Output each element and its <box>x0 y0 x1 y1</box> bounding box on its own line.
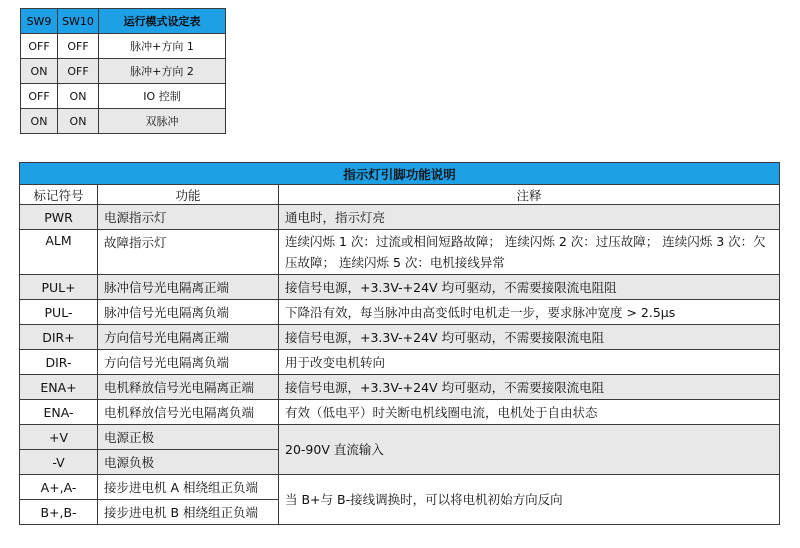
pin-note: 通电时，指示灯亮 <box>279 205 780 230</box>
pin-note: 接信号电源，+3.3V-+24V 均可驱动，不需要接限流电阻阻 <box>279 275 780 300</box>
pin-function: 接步进电机 B 相绕组正负端 <box>98 500 279 525</box>
pin-row-alm <box>20 230 780 275</box>
pin-table-title-row <box>20 163 780 185</box>
pin-table-title: 指示灯引脚功能说明 <box>20 163 780 185</box>
mode-cell: OFF <box>58 34 99 59</box>
pin-note: 下降沿有效，每当脉冲由高变低时电机走一步，要求脉冲宽度 > 2.5μs <box>279 300 780 325</box>
pin-symbol: DIR+ <box>20 325 98 350</box>
mode-cell: OFF <box>21 34 58 59</box>
header-mode: 运行模式设定表 <box>99 9 226 34</box>
pin-function-table <box>19 162 780 525</box>
pin-function: 故障指示灯 <box>98 230 279 275</box>
run-mode-table <box>20 8 226 134</box>
mode-cell: ON <box>58 109 99 134</box>
pin-function: 电源正极 <box>98 425 279 450</box>
mode-cell: IO 控制 <box>99 84 226 109</box>
pin-row-pul-minus <box>20 300 780 325</box>
pin-symbol: B+,B- <box>20 500 98 525</box>
pin-note: 20-90V 直流输入 <box>279 425 780 475</box>
mode-table-header <box>21 9 226 34</box>
pin-symbol: -V <box>20 450 98 475</box>
mode-cell: 脉冲+方向 2 <box>99 59 226 84</box>
pin-note: 有效（低电平）时关断电机线圈电流，电机处于自由状态 <box>279 400 780 425</box>
pin-row-dir-minus <box>20 350 780 375</box>
pin-function: 电源负极 <box>98 450 279 475</box>
pin-row-dir-plus <box>20 325 780 350</box>
pin-table-header <box>20 185 780 205</box>
pin-row-pwr <box>20 205 780 230</box>
header-symbol: 标记符号 <box>20 185 98 205</box>
pin-row-a <box>20 475 780 500</box>
pin-symbol: DIR- <box>20 350 98 375</box>
pin-symbol: ENA+ <box>20 375 98 400</box>
pin-row-ena-minus <box>20 400 780 425</box>
header-function: 功能 <box>98 185 279 205</box>
pin-symbol: PUL- <box>20 300 98 325</box>
pin-function: 电源指示灯 <box>98 205 279 230</box>
pin-function: 脉冲信号光电隔离正端 <box>98 275 279 300</box>
header-sw9: SW9 <box>21 9 58 34</box>
mode-row <box>21 109 226 134</box>
mode-cell: OFF <box>58 59 99 84</box>
pin-symbol: ALM <box>20 230 98 275</box>
mode-cell: ON <box>21 109 58 134</box>
mode-row <box>21 34 226 59</box>
mode-cell: ON <box>58 84 99 109</box>
mode-row <box>21 84 226 109</box>
pin-note: 当 B+与 B-接线调换时，可以将电机初始方向反向 <box>279 475 780 525</box>
mode-cell: OFF <box>21 84 58 109</box>
pin-note: 用于改变电机转向 <box>279 350 780 375</box>
pin-row-ena-plus <box>20 375 780 400</box>
pin-note: 连续闪烁 1 次：过流或相间短路故障； 连续闪烁 2 次：过压故障； 连续闪烁 3 次：欠压故障； 连续闪烁 5 次：电机接线异常 <box>279 230 780 275</box>
pin-symbol: PUL+ <box>20 275 98 300</box>
pin-symbol: A+,A- <box>20 475 98 500</box>
pin-row-v-plus <box>20 425 780 450</box>
mode-cell: ON <box>21 59 58 84</box>
pin-symbol: ENA- <box>20 400 98 425</box>
mode-cell: 脉冲+方向 1 <box>99 34 226 59</box>
pin-symbol: PWR <box>20 205 98 230</box>
mode-row <box>21 59 226 84</box>
pin-function: 电机释放信号光电隔离正端 <box>98 375 279 400</box>
pin-function: 脉冲信号光电隔离负端 <box>98 300 279 325</box>
pin-function: 方向信号光电隔离负端 <box>98 350 279 375</box>
header-sw10: SW10 <box>58 9 99 34</box>
pin-note: 接信号电源，+3.3V-+24V 均可驱动，不需要接限流电阻 <box>279 325 780 350</box>
pin-function: 方向信号光电隔离正端 <box>98 325 279 350</box>
pin-note: 接信号电源，+3.3V-+24V 均可驱动，不需要接限流电阻 <box>279 375 780 400</box>
mode-cell: 双脉冲 <box>99 109 226 134</box>
header-note: 注释 <box>279 185 780 205</box>
pin-function: 电机释放信号光电隔离负端 <box>98 400 279 425</box>
pin-symbol: +V <box>20 425 98 450</box>
pin-function: 接步进电机 A 相绕组正负端 <box>98 475 279 500</box>
pin-row-pul-plus <box>20 275 780 300</box>
